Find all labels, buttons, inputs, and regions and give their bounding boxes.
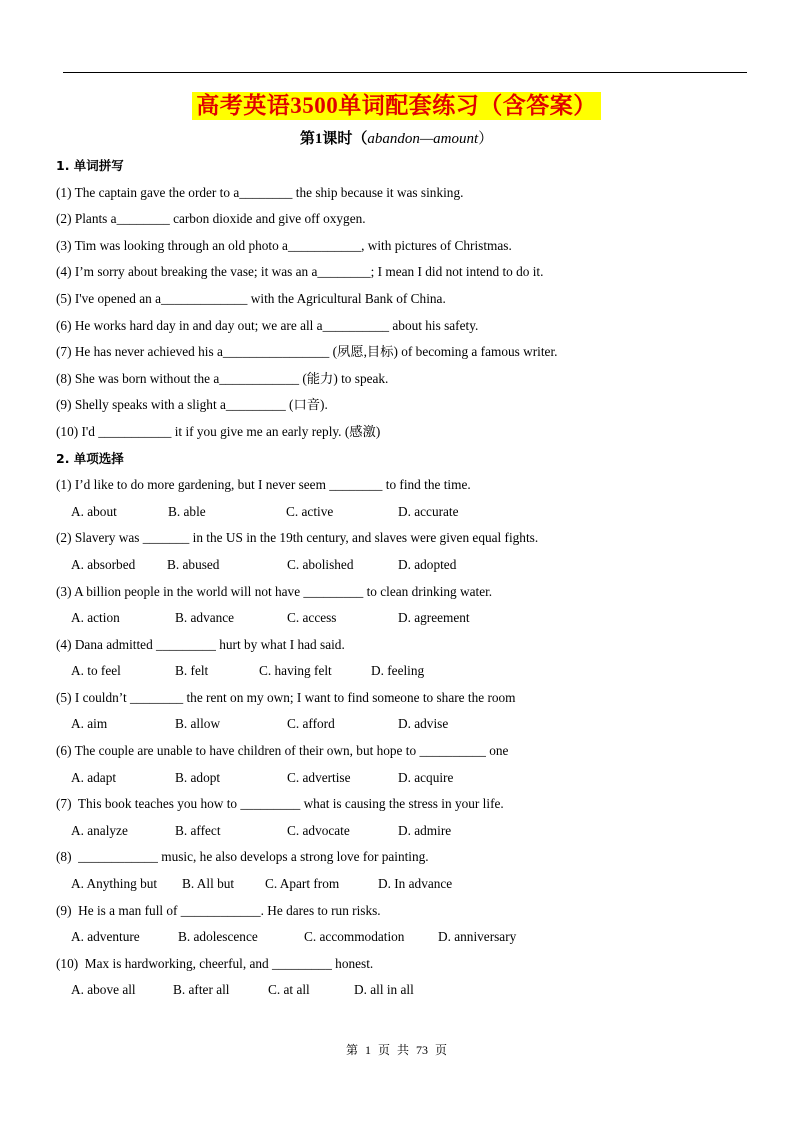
lesson-number: 第1课时（	[299, 131, 368, 147]
choice-question: (9) He is a man full of ____________. He dares to run risks.	[56, 902, 381, 918]
option-c: C. access	[287, 610, 337, 626]
option-b: B. adopt	[175, 769, 221, 785]
option-b: B. felt	[175, 663, 209, 679]
choice-question: (4) Dana admitted _________ hurt by what I had said.	[56, 636, 345, 652]
option-a: A. above all	[71, 982, 136, 998]
option-a: A. adventure	[71, 929, 140, 945]
option-a: A. action	[71, 610, 120, 626]
option-b: B. All but	[182, 876, 235, 892]
choice-options	[56, 980, 756, 1007]
choice-options	[56, 661, 756, 688]
choice-options	[56, 555, 756, 582]
option-c: C. advocate	[287, 822, 350, 838]
option-c: C. active	[286, 503, 334, 519]
option-b: B. affect	[175, 822, 221, 838]
header-rule	[63, 72, 747, 73]
option-d: D. advise	[398, 716, 449, 732]
option-b: B. abused	[167, 556, 220, 572]
option-c: C. abolished	[287, 556, 354, 572]
option-b: B. allow	[175, 716, 221, 732]
choice-question: (10) Max is hardworking, cheerful, and _________ honest.	[56, 955, 374, 971]
option-d: D. agreement	[398, 610, 470, 626]
lesson-close-paren: ）	[478, 131, 494, 147]
spelling-item: (1) The captain gave the order to a________ the ship because it was sinking.	[56, 184, 464, 200]
option-b: B. after all	[173, 982, 230, 998]
spelling-item: (3) Tim was looking through an old photo a___________, with pictures of Christmas.	[56, 237, 512, 253]
option-d: D. admire	[398, 822, 452, 838]
option-a: A. about	[71, 503, 117, 519]
choice-options	[56, 502, 756, 529]
section-heading-choice: 2. 单项选择	[56, 450, 124, 466]
option-d: D. accurate	[398, 503, 459, 519]
choice-question: (2) Slavery was _______ in the US in the 19th century, and slaves were given equal fights.	[56, 530, 539, 546]
choice-options	[56, 768, 756, 795]
option-a: A. to feel	[71, 663, 121, 679]
choice-question: (7) This book teaches you how to _________ what is causing the stress in your life.	[56, 796, 504, 812]
option-a: A. absorbed	[71, 556, 136, 572]
spelling-item: (7) He has never achieved his a________________ (夙愿,目标) of becoming a famous writer.	[56, 344, 558, 360]
option-a: A. analyze	[71, 822, 128, 838]
choice-question: (5) I couldn’t ________ the rent on my own; I want to find someone to share the room	[56, 689, 516, 705]
option-d: D. anniversary	[438, 929, 517, 945]
spelling-item: (4) I’m sorry about breaking the vase; it was an a________; I mean I did not intend to do it.	[56, 264, 544, 280]
option-c: C. Apart from	[265, 876, 340, 892]
spelling-item: (5) I've opened an a_____________ with the Agricultural Bank of China.	[56, 290, 446, 306]
option-d: D. adopted	[398, 556, 457, 572]
page-footer: 第 1 页 共 73 页	[345, 1043, 447, 1057]
option-c: C. having felt	[259, 663, 332, 679]
choice-question: (1) I’d like to do more gardening, but I never seem ________ to find the time.	[56, 477, 471, 493]
option-b: B. advance	[175, 610, 235, 626]
spelling-item: (8) She was born without the a____________ (能力) to speak.	[56, 370, 389, 386]
option-b: B. adolescence	[178, 929, 258, 945]
choice-question: (8) ____________ music, he also develops a strong love for painting.	[56, 849, 429, 865]
spelling-item: (10) I'd ___________ it if you give me an early reply. (感激)	[56, 423, 381, 439]
lesson-range: abandon—amount	[367, 131, 479, 147]
option-a: A. adapt	[71, 769, 117, 785]
option-d: D. feeling	[371, 663, 425, 679]
choice-options	[56, 927, 756, 954]
option-d: D. acquire	[398, 769, 454, 785]
option-c: C. at all	[268, 982, 310, 998]
title-block	[0, 92, 793, 120]
choice-question: (6) The couple are unable to have children of their own, but hope to __________ one	[56, 743, 509, 759]
choice-options	[56, 821, 756, 848]
section-heading-spelling: 1. 单词拼写	[56, 158, 124, 173]
option-c: C. afford	[287, 716, 335, 732]
option-a: A. aim	[71, 716, 108, 732]
option-c: C. accommodation	[304, 929, 405, 945]
option-a: A. Anything but	[71, 876, 158, 892]
choice-options	[56, 608, 756, 635]
option-d: D. In advance	[378, 876, 453, 892]
option-d: D. all in all	[354, 982, 414, 998]
spelling-item: (2) Plants a________ carbon dioxide and give off oxygen.	[56, 211, 366, 227]
exercise-content	[56, 156, 756, 1007]
page-title: 高考英语3500单词配套练习（含答案）	[192, 92, 601, 120]
spelling-item: (6) He works hard day in and day out; we are all a__________ about his safety.	[56, 317, 479, 333]
lesson-subtitle	[0, 129, 793, 149]
choice-options	[56, 874, 756, 901]
option-c: C. advertise	[287, 769, 351, 785]
option-b: B. able	[168, 503, 206, 519]
spelling-item: (9) Shelly speaks with a slight a_________ (口音).	[56, 397, 328, 413]
choice-options	[56, 714, 756, 741]
choice-question: (3) A billion people in the world will not have _________ to clean drinking water.	[56, 583, 493, 599]
